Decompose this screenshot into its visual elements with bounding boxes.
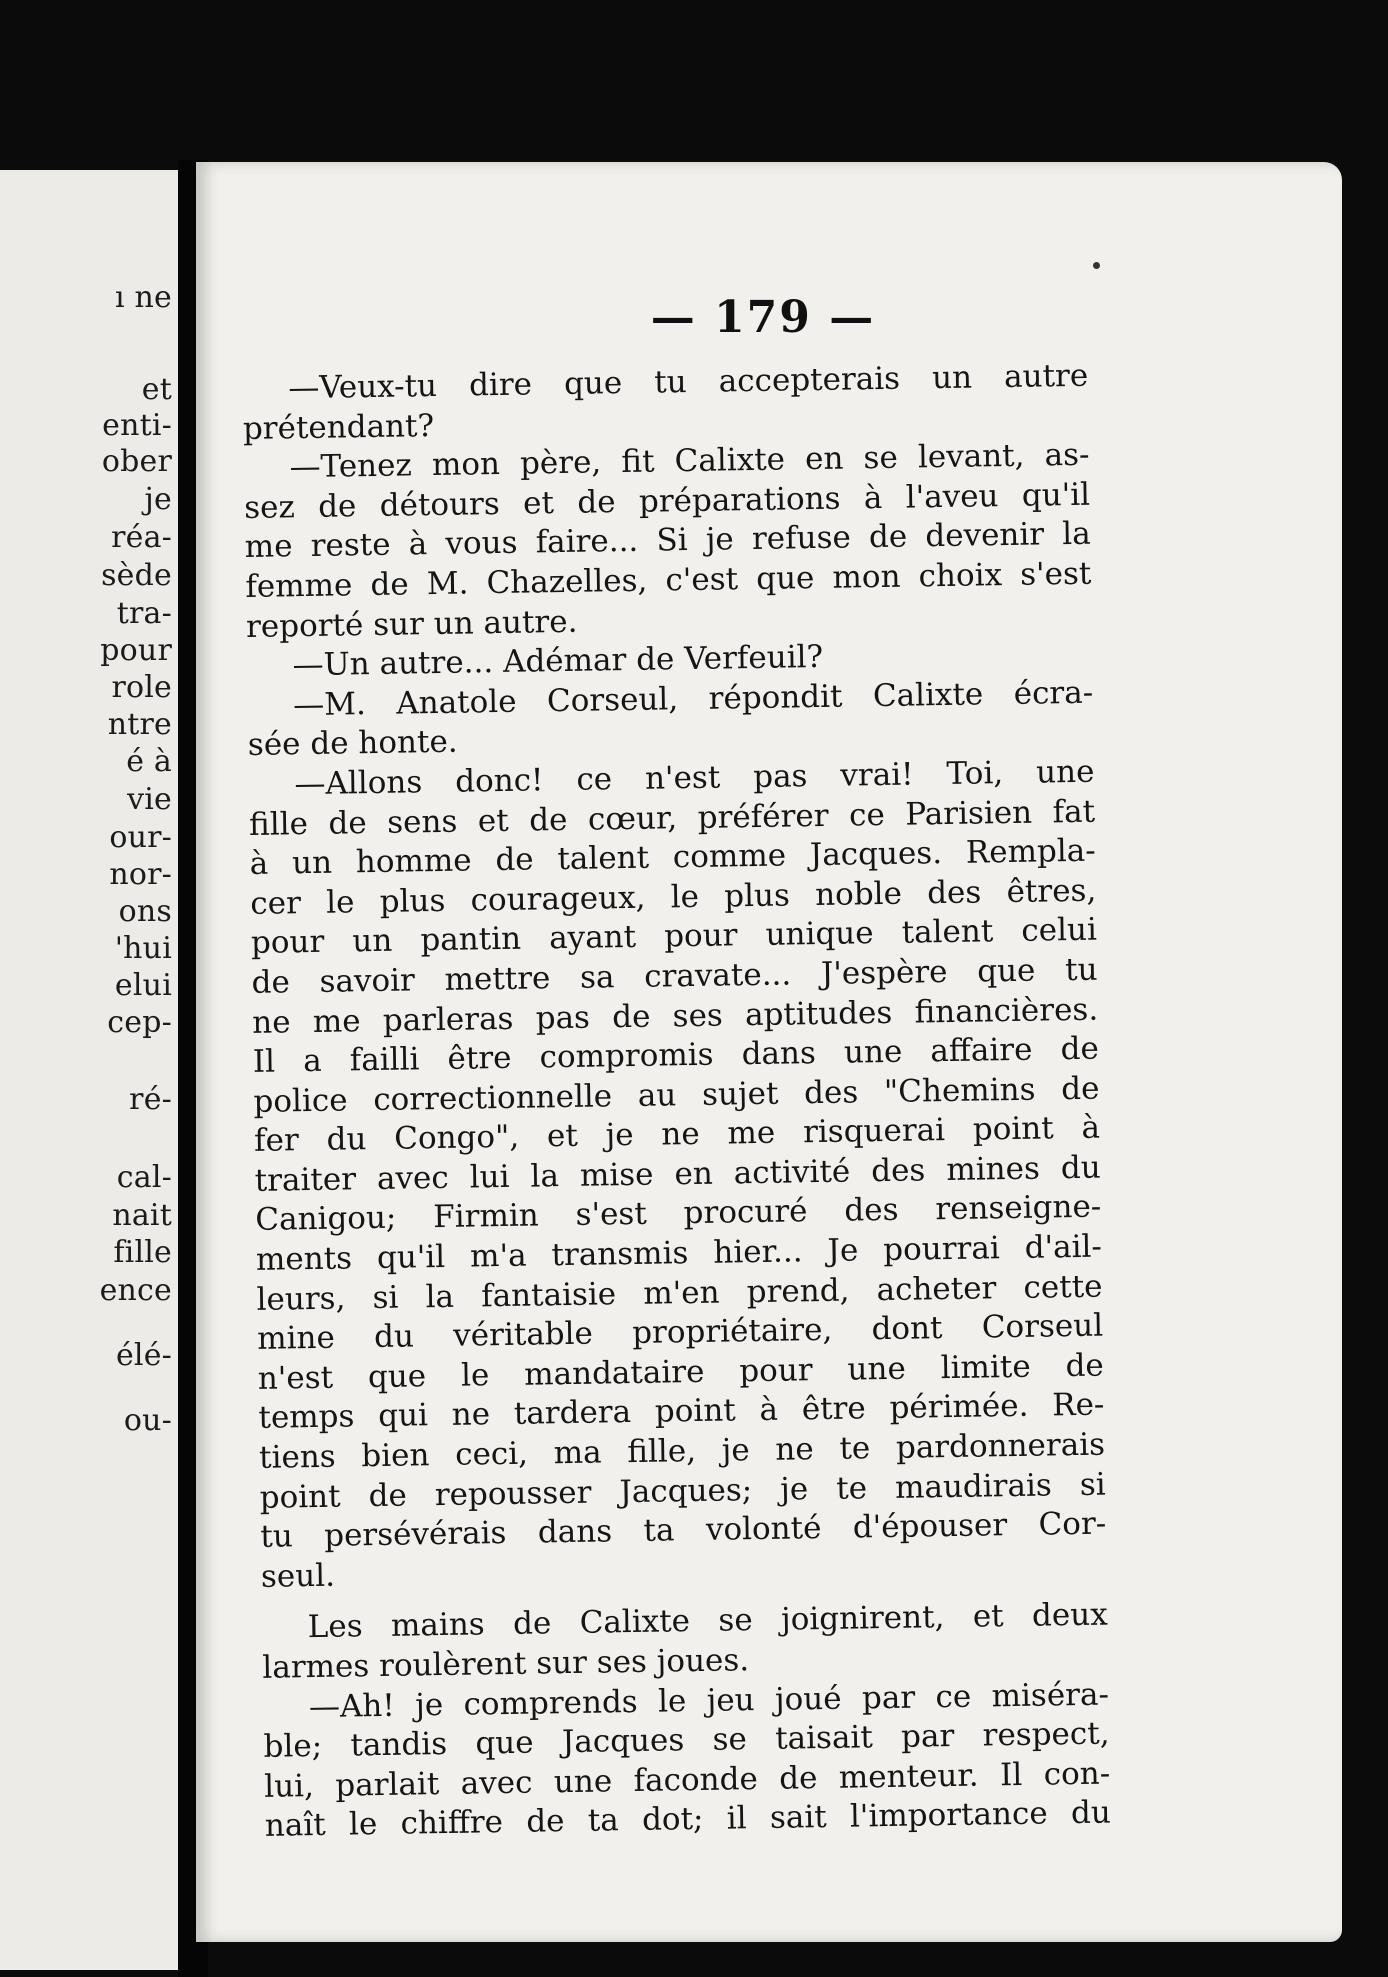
facing-page-line-fragment: ence xyxy=(99,1273,172,1308)
facing-page-line-fragment: cep- xyxy=(107,1005,172,1040)
text-line: traiter avec lui la mise en activité des mines du xyxy=(254,1149,1101,1199)
text-line: mine du véritable propriétaire, dont Corseul xyxy=(256,1307,1104,1358)
text-line: seul. xyxy=(260,1557,336,1595)
facing-page-line-fragment: et xyxy=(141,372,172,407)
facing-page-line-fragment: cal- xyxy=(116,1160,172,1195)
text-line: temps qui ne tardera point à être périmée. Re- xyxy=(258,1387,1105,1437)
facing-page-line-fragment: je xyxy=(144,482,172,517)
facing-page-line-fragment: elui xyxy=(114,968,172,1003)
text-line: ble; tandis que Jacques se taisait par respect, xyxy=(263,1715,1110,1766)
facing-page-line-fragment: pour xyxy=(100,633,172,668)
facing-page-line-fragment: our- xyxy=(109,820,172,855)
facing-page-line-fragment: ı ne xyxy=(114,280,172,315)
text-line: tu persévérais dans ta volonté d'épouser Cor- xyxy=(260,1505,1107,1556)
facing-page-line-fragment: ou- xyxy=(123,1403,172,1438)
text-line: sez de détours et de préparations à l'aveu qu'il xyxy=(243,476,1091,526)
text-line: ne me parleras pas de ses aptitudes financières. xyxy=(251,991,1099,1041)
text-line: police correctionnelle au sujet des "Chemins de xyxy=(253,1070,1100,1120)
text-line: naît le chiffre de ta dot; il sait l'importance du xyxy=(264,1794,1112,1845)
text-line: reporté sur un autre. xyxy=(245,603,578,645)
page-body-text xyxy=(242,357,1111,1847)
facing-page-line-fragment: vie xyxy=(127,782,172,817)
text-line: —Ah! je comprends le jeu joué par ce miséra- xyxy=(308,1676,1110,1725)
text-line: pour un pantin ayant pour unique talent celui xyxy=(250,911,1098,962)
facing-page-line-fragment: enti- xyxy=(102,408,172,443)
facing-page-line-fragment: nor- xyxy=(109,857,172,892)
book-page xyxy=(196,162,1342,1942)
text-line: fer du Congo", et je ne me risquerai point à xyxy=(253,1109,1101,1160)
facing-page-line-fragment: ré- xyxy=(129,1082,172,1117)
facing-page-line-fragment: nait xyxy=(112,1198,172,1233)
text-line: de savoir mettre sa cravate... J'espère que tu xyxy=(251,951,1098,1001)
facing-page-line-fragment: réa- xyxy=(111,520,172,555)
facing-page-line-fragment: ntre xyxy=(107,707,172,742)
text-line: prétendant? xyxy=(242,407,435,447)
facing-page-line-fragment: élé- xyxy=(115,1338,172,1373)
text-line: me reste à vous faire... Si je refuse de devenir la xyxy=(244,516,1091,566)
text-line: ments qu'il m'a transmis hier... Je pourrai d'ail- xyxy=(255,1228,1103,1278)
facing-page-fragment xyxy=(0,170,178,1970)
text-line: leurs, si la fantaisie m'en prend, acheter cette xyxy=(256,1268,1103,1318)
facing-page-line-fragment: ober xyxy=(101,444,172,479)
facing-page-line-fragment: é à xyxy=(126,744,172,779)
facing-page-line-fragment: ons xyxy=(118,894,172,929)
text-line: Les mains de Calixte se joignirent, et deux xyxy=(307,1596,1108,1646)
page-number: — 179 — xyxy=(650,292,876,343)
text-line: femme de M. Chazelles, c'est que mon choix s'est xyxy=(245,555,1092,605)
text-line: —Un autre... Adémar de Verfeuil? xyxy=(292,639,824,684)
text-line: n'est que le mandataire pour une limite de xyxy=(257,1347,1105,1397)
facing-page-line-fragment: fille xyxy=(113,1235,172,1270)
text-line: fille de sens et de cœur, préférer ce Parisien fat xyxy=(248,793,1096,843)
text-line: larmes roulèrent sur ses joues. xyxy=(262,1642,750,1686)
text-line: cer le plus courageux, le plus noble des êtres, xyxy=(250,872,1097,922)
text-line: —Tenez mon père, fit Calixte en se levant, as- xyxy=(289,436,1090,486)
text-line: lui, parlait avec une faconde de menteur. Il con- xyxy=(263,1755,1111,1805)
text-line: —Veux-tu dire que tu accepterais un autre xyxy=(288,357,1089,407)
text-line: sée de honte. xyxy=(247,724,458,764)
facing-page-line-fragment: 'hui xyxy=(114,931,172,966)
ink-speck xyxy=(1093,262,1100,269)
text-line: point de repousser Jacques; je te maudirais si xyxy=(259,1466,1106,1516)
text-line: Il a failli être compromis dans une affaire de xyxy=(252,1030,1100,1081)
facing-page-line-fragment: sède xyxy=(101,558,172,593)
facing-page-line-fragment: tra- xyxy=(116,596,172,631)
facing-page-line-fragment: role xyxy=(111,670,172,705)
text-line: tiens bien ceci, ma fille, je ne te pardonnerais xyxy=(258,1426,1106,1476)
text-line: Canigou; Firmin s'est procuré des renseigne- xyxy=(255,1189,1102,1239)
text-line: à un homme de talent comme Jacques. Rempla- xyxy=(249,832,1096,883)
text-line: —M. Anatole Corseul, répondit Calixte écra- xyxy=(292,674,1094,723)
text-line: —Allons donc! ce n'est pas vrai! Toi, une xyxy=(294,753,1095,803)
